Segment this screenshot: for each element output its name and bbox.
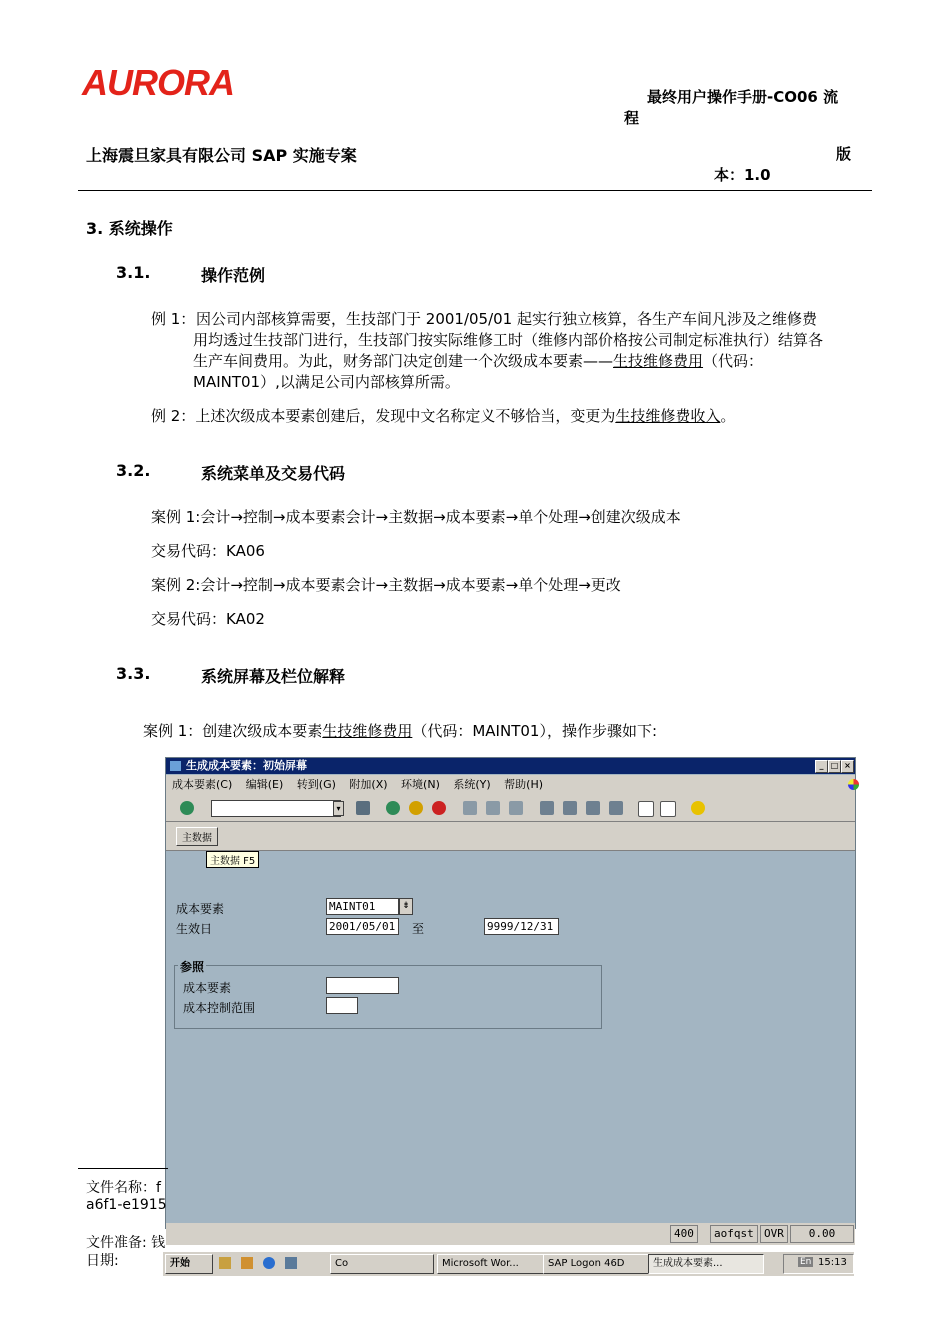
reference-group	[174, 965, 602, 1029]
master-data-tooltip: 主数据 F5	[206, 851, 259, 868]
valid-to-input[interactable]: 9999/12/31	[484, 918, 559, 935]
example-2-text-post: 。	[720, 407, 736, 425]
example-1-line3-post: （代码：	[703, 352, 764, 370]
status-mode: OVR	[760, 1225, 788, 1243]
sap-titlebar	[166, 758, 855, 774]
sap-application-toolbar	[166, 822, 855, 851]
case-1-intro	[143, 721, 657, 742]
section-3-title: 3. 系统操作	[86, 219, 173, 238]
valid-from-input[interactable]: 2001/05/01	[326, 918, 399, 935]
master-data-button[interactable]: 主数据	[176, 827, 218, 846]
version-line1: 版	[836, 145, 852, 163]
example-1-line3	[193, 351, 763, 372]
footer-date: 日期:	[86, 1253, 119, 1269]
case-1-tcode: 交易代码：KA06	[151, 542, 265, 560]
ref-cost-element-label: 成本要素	[183, 981, 232, 995]
first-page-icon[interactable]	[540, 801, 554, 815]
header-divider	[78, 190, 872, 191]
menu-extras[interactable]: 附加(X)	[349, 778, 388, 791]
exit-icon[interactable]	[409, 801, 423, 815]
sap-window-icon	[170, 761, 181, 771]
find-next-icon[interactable]	[509, 801, 523, 815]
ie-icon[interactable]	[263, 1257, 275, 1269]
sap-window	[165, 757, 856, 1240]
section-3-2-title: 系统菜单及交易代码	[201, 464, 346, 483]
find-icon[interactable]	[486, 801, 500, 815]
save-icon[interactable]	[356, 801, 370, 815]
to-label: 至	[412, 922, 425, 936]
quicklaunch-icon-2[interactable]	[241, 1257, 253, 1269]
footer-file-name: 文件名称：f	[86, 1180, 161, 1196]
menu-environment[interactable]: 环境(N)	[401, 778, 440, 791]
desktop-icon[interactable]	[285, 1257, 297, 1269]
cost-element-input[interactable]: MAINT01	[326, 898, 399, 915]
case-2-tcode: 交易代码：KA02	[151, 610, 265, 628]
task-sap-logon[interactable]: SAP Logon 46D	[543, 1254, 651, 1274]
status-server: aofqst	[710, 1225, 758, 1243]
maximize-icon[interactable]: □	[828, 760, 841, 773]
example-2-text-pre: 上述次级成本要素创建后，发现中文名称定义不够恰当，变更为	[195, 407, 616, 425]
sap-standard-toolbar	[166, 795, 855, 822]
case-1-intro-pre: 案例 1：创建次级成本要素	[143, 722, 323, 740]
command-dropdown-icon[interactable]: ▾	[333, 801, 344, 816]
minimize-icon[interactable]: _	[815, 760, 828, 773]
last-page-icon[interactable]	[609, 801, 623, 815]
start-button[interactable]: 开始	[165, 1254, 213, 1274]
example-2-prefix: 例 2：	[151, 407, 196, 425]
valid-from-label: 生效日	[176, 922, 213, 936]
footer-file-name-line2: a6f1-e1915	[86, 1197, 167, 1213]
example-1-line2: 用均透过生技部门进行，生技部门按实际维修工时（维修内部价格按公司制定标准执行）结算各	[193, 331, 824, 349]
search-help-icon[interactable]: ⇟	[399, 898, 413, 915]
menu-edit[interactable]: 编辑(E)	[245, 778, 284, 791]
section-3-1-title: 操作范例	[201, 266, 266, 285]
example-1-line3-pre: 生产车间费用。为此，财务部门决定创建一个次级成本要素——	[193, 352, 614, 370]
sap-status-icon	[848, 779, 859, 790]
company-name: 上海震旦家具有限公司 SAP 实施专案	[86, 146, 357, 165]
example-2-link: 生技维修费收入	[615, 407, 721, 425]
clock: 15:13	[818, 1257, 847, 1268]
example-1-prefix: 例 1：	[151, 310, 196, 328]
task-co[interactable]: Co	[330, 1254, 434, 1274]
example-1-line1: 因公司内部核算需要，生技部门于 2001/05/01 起实行独立核算，各生产车间凡涉及之维修费	[196, 310, 817, 328]
section-3-2-num: 3.2.	[116, 461, 151, 480]
next-page-icon[interactable]	[586, 801, 600, 815]
status-client: 400	[670, 1225, 698, 1243]
print-icon[interactable]	[463, 801, 477, 815]
case-2-menu-path: 案例 2:会计→控制→成本要素会计→主数据→成本要素→单个处理→更改	[151, 576, 621, 594]
reference-title: 参照	[180, 960, 205, 974]
cost-element-label: 成本要素	[176, 902, 225, 916]
system-tray	[783, 1254, 854, 1274]
sap-menubar	[166, 775, 855, 795]
example-1-link: 生技维修费用	[613, 352, 704, 370]
back-icon[interactable]	[386, 801, 400, 815]
case-1-intro-post: （代码：MAINT01），操作步骤如下:	[412, 722, 657, 740]
case-1-intro-link: 生技维修费用	[322, 722, 413, 740]
ref-cost-element-input[interactable]	[326, 977, 399, 994]
example-1-line4: MAINT01）,以满足公司内部核算所需。	[193, 373, 460, 391]
aurora-logo: AURORA	[82, 62, 234, 103]
menu-goto[interactable]: 转到(G)	[296, 778, 336, 791]
section-3-3-num: 3.3.	[116, 664, 151, 683]
task-sap-active[interactable]: 生成成本要素...	[648, 1254, 764, 1274]
footer-divider	[78, 1168, 168, 1169]
menu-help[interactable]: 帮助(H)	[504, 778, 544, 791]
section-3-1-num: 3.1.	[116, 263, 151, 282]
enter-icon[interactable]	[180, 801, 194, 815]
ref-controlling-area-label: 成本控制范围	[183, 1001, 256, 1015]
example-2	[151, 406, 735, 427]
create-session-icon[interactable]	[638, 801, 654, 817]
version-line2: 本：1.0	[714, 166, 771, 184]
status-time: 0.00	[790, 1225, 854, 1243]
sap-status-bar	[166, 1223, 855, 1245]
task-word[interactable]: Microsoft Wor...	[437, 1254, 547, 1274]
doc-title-line1: 最终用户操作手册-CO06 流	[647, 88, 839, 106]
shortcut-icon[interactable]	[660, 801, 676, 817]
quicklaunch-icon-1[interactable]	[219, 1257, 231, 1269]
previous-page-icon[interactable]	[563, 801, 577, 815]
help-icon[interactable]	[691, 801, 705, 815]
cancel-icon[interactable]	[432, 801, 446, 815]
language-indicator[interactable]: En	[800, 1257, 812, 1267]
sap-window-title: 生成成本要素：初始屏幕	[186, 759, 307, 772]
section-3-3-title: 系统屏幕及栏位解释	[201, 667, 346, 686]
doc-title-line2: 程	[624, 109, 640, 127]
close-icon[interactable]: ×	[841, 760, 854, 773]
windows-taskbar	[163, 1251, 854, 1276]
menu-system[interactable]: 系统(Y)	[453, 778, 491, 791]
menu-cost-element[interactable]: 成本要素(C)	[172, 778, 233, 791]
footer-prepared-by: 文件准备: 钱	[86, 1235, 166, 1251]
command-field[interactable]	[211, 800, 341, 817]
case-1-menu-path: 案例 1:会计→控制→成本要素会计→主数据→成本要素→单个处理→创建次级成本	[151, 508, 681, 526]
ref-controlling-area-input[interactable]	[326, 997, 358, 1014]
